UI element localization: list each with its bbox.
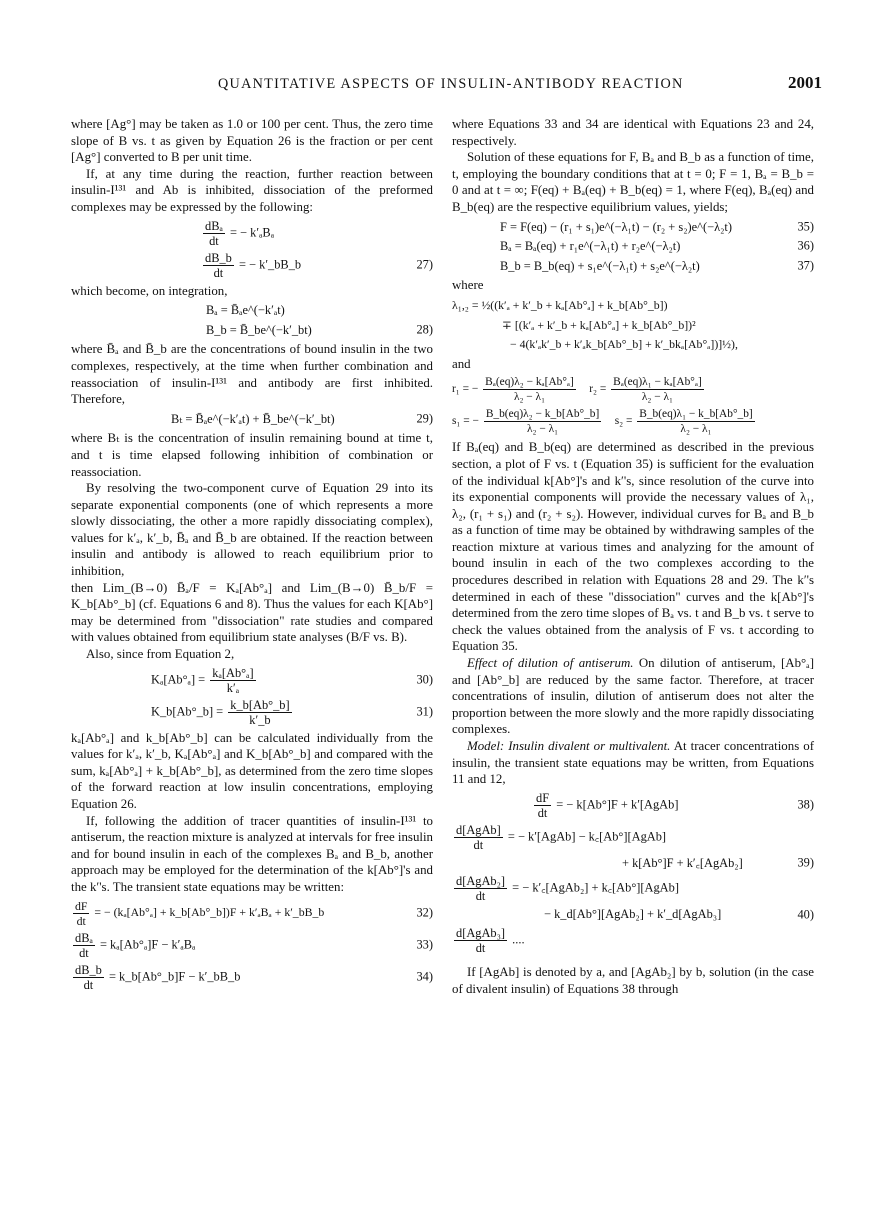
equation-35: F = F(eq) − (r₁ + s₁)e^(−λ₁t) − (r₂ + s₂)e^(−λ₂t) 35)	[500, 219, 814, 234]
equation-r: r₁ = − $\frac{\text{Bₐ(eq)λ₂ − kₐ[Ab°ₐ]}}{\text{λ₂ − λ₁}}$ r₂ = $\frac{\text{Bₐ(eq)λ₁ − kₐ[Ab°ₐ]}}{\text{λ₂ − λ₁}}$	[452, 376, 702, 404]
equation-39-cont: + k[Ab°]F + k′꜀[AgAb₂] 39)	[622, 855, 814, 870]
equation-38: $\frac{dF}{dt}$ = − k[Ab°]F + k′[AgAb] 38)	[536, 790, 814, 820]
paragraph: and	[452, 356, 471, 371]
equation-number: 32)	[416, 905, 433, 920]
paragraph: If Bₐ(eq) and B_b(eq) are determined as described in the previous section, a plot of F vs. t (Equation 35) is sufficient for the evaluation of the individual k[Ab°]'s and k′'s, since resolution of the curve into its exponential components will provide the necessary values of λ₁, λ₂, (r₁ + s₁) and (r₂ + s₂). However, individual curves for Bₐ and B_b as a function of time may be obtained by withdrawing samples of the reaction mixture at various times and analyzing for the amount of bound insulin in each of the two complexes according to the procedures described in relation with Equations 28 and 29. The k′'s determined in each of these "dissociation" curves and the k[Ab°]'s determined from the zero time slopes of Bₐ vs. t and B_b vs. t serve to check the values obtained from the analysis of F vs. t according to Equation 35.	[452, 440, 814, 654]
equation-28a: Bₐ = B̄ₐe^(−k′ₐt)	[206, 303, 285, 318]
equation-number: 34)	[416, 969, 433, 984]
equation-number: 28)	[416, 322, 433, 337]
equation-number: 40)	[797, 907, 814, 922]
page-header	[70, 73, 822, 98]
paragraph: where Bₜ is the concentration of insulin remaining bound at time t, and t is time elapsed following inhibition of combination or reassociation.	[71, 431, 433, 479]
equation-number: 36)	[797, 239, 814, 254]
running-title: QUANTITATIVE ASPECTS OF INSULIN-ANTIBODY REACTION	[218, 76, 684, 92]
equation-40: $\frac{\text{d[AgAb₂]}}{dt}$ = − k′꜀[AgAb₂] + k꜀[Ab°][AgAb]	[456, 874, 679, 904]
equation-number: 31)	[416, 704, 433, 719]
equation-27b: $\frac{dB\_b}{dt}$ = − k′_bB_b 27)	[205, 250, 433, 280]
paragraph: Model: Insulin divalent or multivalent. At tracer concentrations of insulin, the transient state equations may be written, from Equations 11 and 12,	[452, 739, 814, 787]
equation-29: Bₜ = B̄ₐe^(−k′ₐt) + B̄_be^(−k′_bt) 29)	[171, 411, 433, 426]
page-number: 2001	[788, 73, 822, 92]
equation-number: 33)	[416, 937, 433, 952]
equation-lambda-2: ∓ [(k′ₐ + k′_b + kₐ[Ab°ₐ] + k_b[Ab°_b])²	[502, 317, 696, 332]
paragraph: kₐ[Ab°ₐ] and k_b[Ab°_b] can be calculated individually from the values for k′ₐ, k′_b, Kₐ[Ab°ₐ] and K_b[Ab°_b] and compared with the sum, kₐ[Ab°ₐ] + k_b[Ab°_b], as determined from the zero time slopes of the forward reaction at low insulin concentrations, employing Equation 26.	[71, 730, 433, 811]
equation-s: s₁ = − $\frac{\text{B\_b(eq)λ₂ − k\_b[Ab°\_b]}}{\text{λ₂ − λ₁}}$ s₂ = $\frac{\text{B\_b(eq)λ₁ − k\_b[Ab°\_b]}}{\text{λ₂ − λ₁}}$	[452, 408, 753, 436]
section-heading: Effect of dilution of antiserum.	[467, 656, 634, 671]
right-column	[452, 116, 814, 997]
paragraph: By resolving the two-component curve of Equation 29 into its separate exponential components (one of which represents a more slowly dissociating, the other a more rapidly dissociating complex), values for k′ₐ, k′_b, B̄ₐ and B̄_b are obtained. If the reaction between insulin and antibody is allowed to reach equilibrium prior to inhibition,	[71, 481, 433, 579]
paragraph: Also, since from Equation 2,	[86, 647, 235, 662]
equation-number: 38)	[797, 797, 814, 812]
equation-40-cont: − k_d[Ab°][AgAb₂] + k′_d[AgAb₃] 40)	[544, 907, 814, 922]
paragraph: Effect of dilution of antiserum. On dilution of antiserum, [Ab°ₐ] and [Ab°_b] are reduced by the same factor. Therefore, at tracer concentrations of insulin, dilution of antiserum does not alter the proportion between the more slowly and the more rapidly dissociating complexes.	[452, 656, 814, 737]
equation-34: $\frac{dB\_b}{dt}$ = k_b[Ab°_b]F − k′_bB_b 34)	[75, 962, 433, 992]
equation-number: 37)	[797, 258, 814, 273]
equation-30: Kₐ[Ab°ₐ] = $\frac{\text{kₐ[Ab°ₐ]}}{\text{k′ₐ}}$ 30)	[151, 665, 433, 695]
equation-number: 29)	[416, 411, 433, 426]
equation-36: Bₐ = Bₐ(eq) + r₁e^(−λ₁t) + r₂e^(−λ₂t) 36)	[500, 239, 814, 254]
paragraph: where [Ag°] may be taken as 1.0 or 100 per cent. Thus, the zero time slope of B vs. t as given by Equation 26 is the fraction or per cent [Ag°] converted to B per unit time.	[71, 117, 433, 165]
equation-39: $\frac{\text{d[AgAb]}}{dt}$ = − k′[AgAb] − k꜀[Ab°][AgAb]	[456, 822, 667, 852]
equation-number: 39)	[797, 855, 814, 870]
equation-lambda-1: λ₁,₂ = ½((k′ₐ + k′_b + kₐ[Ab°ₐ] + k_b[Ab°_b])	[452, 297, 668, 312]
paragraph: If [AgAb] is denoted by a, and [AgAb₂] by b, solution (in the case of divalent insulin) of Equations 38 through	[452, 964, 814, 996]
paragraph: where	[452, 278, 484, 293]
paragraph: If, at any time during the reaction, further reaction between insulin-I¹³¹ and Ab is inhibited, dissociation of the preformed complexes may be expressed by the following:	[71, 166, 433, 214]
equation-32: $\frac{dF}{dt}$ = − (kₐ[Ab°ₐ] + k_b[Ab°_b])F + k′ₐBₐ + k′_bB_b 32)	[75, 898, 433, 928]
left-column	[71, 116, 433, 995]
equation-41: $\frac{\text{d[AgAb₃]}}{dt}$ ....	[456, 925, 525, 955]
equation-27a: $\frac{\text{dBₐ}}{dt}$ = − k′ₐBₐ	[205, 218, 275, 248]
equation-37: B_b = B_b(eq) + s₁e^(−λ₁t) + s₂e^(−λ₂t) 37)	[500, 258, 814, 273]
paragraph: then Lim_(B→0) B̄ₐ/F = Kₐ[Ab°ₐ] and Lim_(B→0) B̄_b/F = K_b[Ab°_b] (cf. Equations 6 and 8). Thus the values for each K[Ab°] may be determined from "dissociation" rate studies and compared with values obtained from equilibrium state analyses (B/F vs. B).	[71, 580, 433, 645]
equation-number: 30)	[416, 672, 433, 687]
section-heading: Model: Insulin divalent or multivalent.	[467, 739, 671, 753]
paragraph: which become, on integration,	[71, 283, 228, 298]
equation-33: $\frac{\text{dBₐ}}{dt}$ = kₐ[Ab°ₐ]F − k′ₐBₐ 33)	[75, 930, 433, 960]
equation-number: 35)	[797, 219, 814, 234]
paragraph: If, following the addition of tracer quantities of insulin-I¹³¹ to antiserum, the reaction mixture is analyzed at intervals for free insulin and for bound insulin in each of the complexes Bₐ and B_b, another approach may be employed for the determination of the k[Ab°]'s and the k′'s. The transient state equations may be written:	[71, 813, 433, 894]
equation-lambda-3: − 4(k′ₐk′_b + k′ₐk_b[Ab°_b] + k′_bkₐ[Ab°ₐ])]½),	[510, 337, 738, 352]
paragraph: where Equations 33 and 34 are identical with Equations 23 and 24, respectively.	[452, 117, 814, 148]
equation-number: 27)	[416, 257, 433, 272]
paragraph: where B̄ₐ and B̄_b are the concentrations of bound insulin in the two complexes, respectively, at the time when further combination and reassociation of insulin-I¹³¹ and antibody are first inhibited. Therefore,	[71, 342, 433, 407]
equation-31: K_b[Ab°_b] = $\frac{k\_b[Ab^\circ\_b]}{k'\_b}$ 31)	[151, 697, 433, 727]
paragraph: Solution of these equations for F, Bₐ and B_b as a function of time, t, employing the boundary conditions that at t = 0; F = 1, Bₐ = B_b = 0 and at t = ∞; F(eq) + Bₐ(eq) + B_b(eq) = 1, where F(eq), Bₐ(eq) and B_b(eq) are the respective equilibrium values, yields;	[452, 150, 814, 214]
equation-28b: B_b = B̄_be^(−k′_bt) 28)	[206, 322, 433, 337]
